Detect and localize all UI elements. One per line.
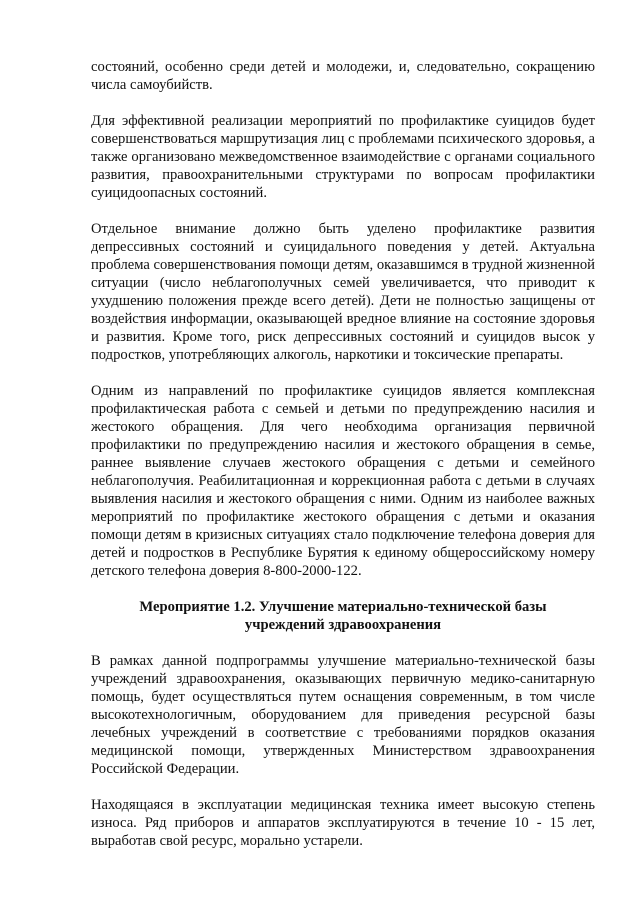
document-page bbox=[91, 58, 595, 850]
paragraph-continuation: состояний, особенно среди детей и молодежи, и, следовательно, сокращению числа самоубийств. bbox=[91, 59, 595, 93]
section-heading-line1: Мероприятие 1.2. Улучшение материально-технической базы bbox=[139, 599, 547, 615]
paragraph-equipment-wear: Находящаяся в эксплуатации медицинская техника имеет высокую степень износа. Ряд приборов и аппаратов эксплуатируются в течение 10 - 15 лет, выработав свой ресурс, морально устарели. bbox=[91, 797, 595, 849]
paragraph-family-violence-prevention: Одним из направлений по профилактике суицидов является комплексная профилактическая работа с семьей и детьми по предупреждению насилия и жестокого обращения. Для чего необходима организация первичной профилактики по предупреждению насилия и жестокого обращения в семье, раннее выявление случаев жестокого обращения с детьми и семейного неблагополучия. Реабилитационная и коррекционная работа с детьми в случаях выявления насилия и жестокого обращения с ними. Одним из наиболее важных мероприятий по профилактике жестокого обращения с детьми и оказания помощи детям в кризисных ситуациях стало подключение телефона доверия для детей и подростков в Республике Бурятия к единому общероссийскому номеру детского телефона доверия 8-800-2000-122. bbox=[91, 383, 595, 579]
paragraph-children-depression: Отдельное внимание должно быть уделено профилактике развития депрессивных состояний и суицидального поведения у детей. Актуальна проблема совершенствования помощи детям, оказавшимся в трудной жизненной ситуации (число неблагополучных семей увеличивается, что приводит к ухудшению положения прежде всего детей). Дети не полностью защищены от воздействия информации, оказывающей вредное влияние на состояние здоровья и развития. Кроме того, риск депрессивных состояний и суицидов высок у подростков, употребляющих алкоголь, наркотики и токсические препараты. bbox=[91, 221, 595, 363]
paragraph-material-base: В рамках данной подпрограммы улучшение материально-технической базы учреждений здравоохранения, оказывающих первичную медико-санитарную помощь, будет осуществляться путем оснащения современным, в том числе высокотехнологичным, оборудованием для приведения ресурсной базы лечебных учреждений в соответствие с требованиями порядков оказания медицинской помощи, утвержденных Министерством здравоохранения Российской Федерации. bbox=[91, 653, 595, 777]
section-heading-line2: учреждений здравоохранения bbox=[244, 617, 442, 633]
paragraph-suicide-prevention-routing: Для эффективной реализации мероприятий по профилактике суицидов будет совершенствоваться маршрутизация лиц с проблемами психического здоровья, а также организовано межведомственное взаимодействие с органами социального развития, правоохранительными структурами по вопросам профилактики суицидоопасных состояний. bbox=[91, 113, 595, 201]
section-heading bbox=[91, 598, 595, 634]
